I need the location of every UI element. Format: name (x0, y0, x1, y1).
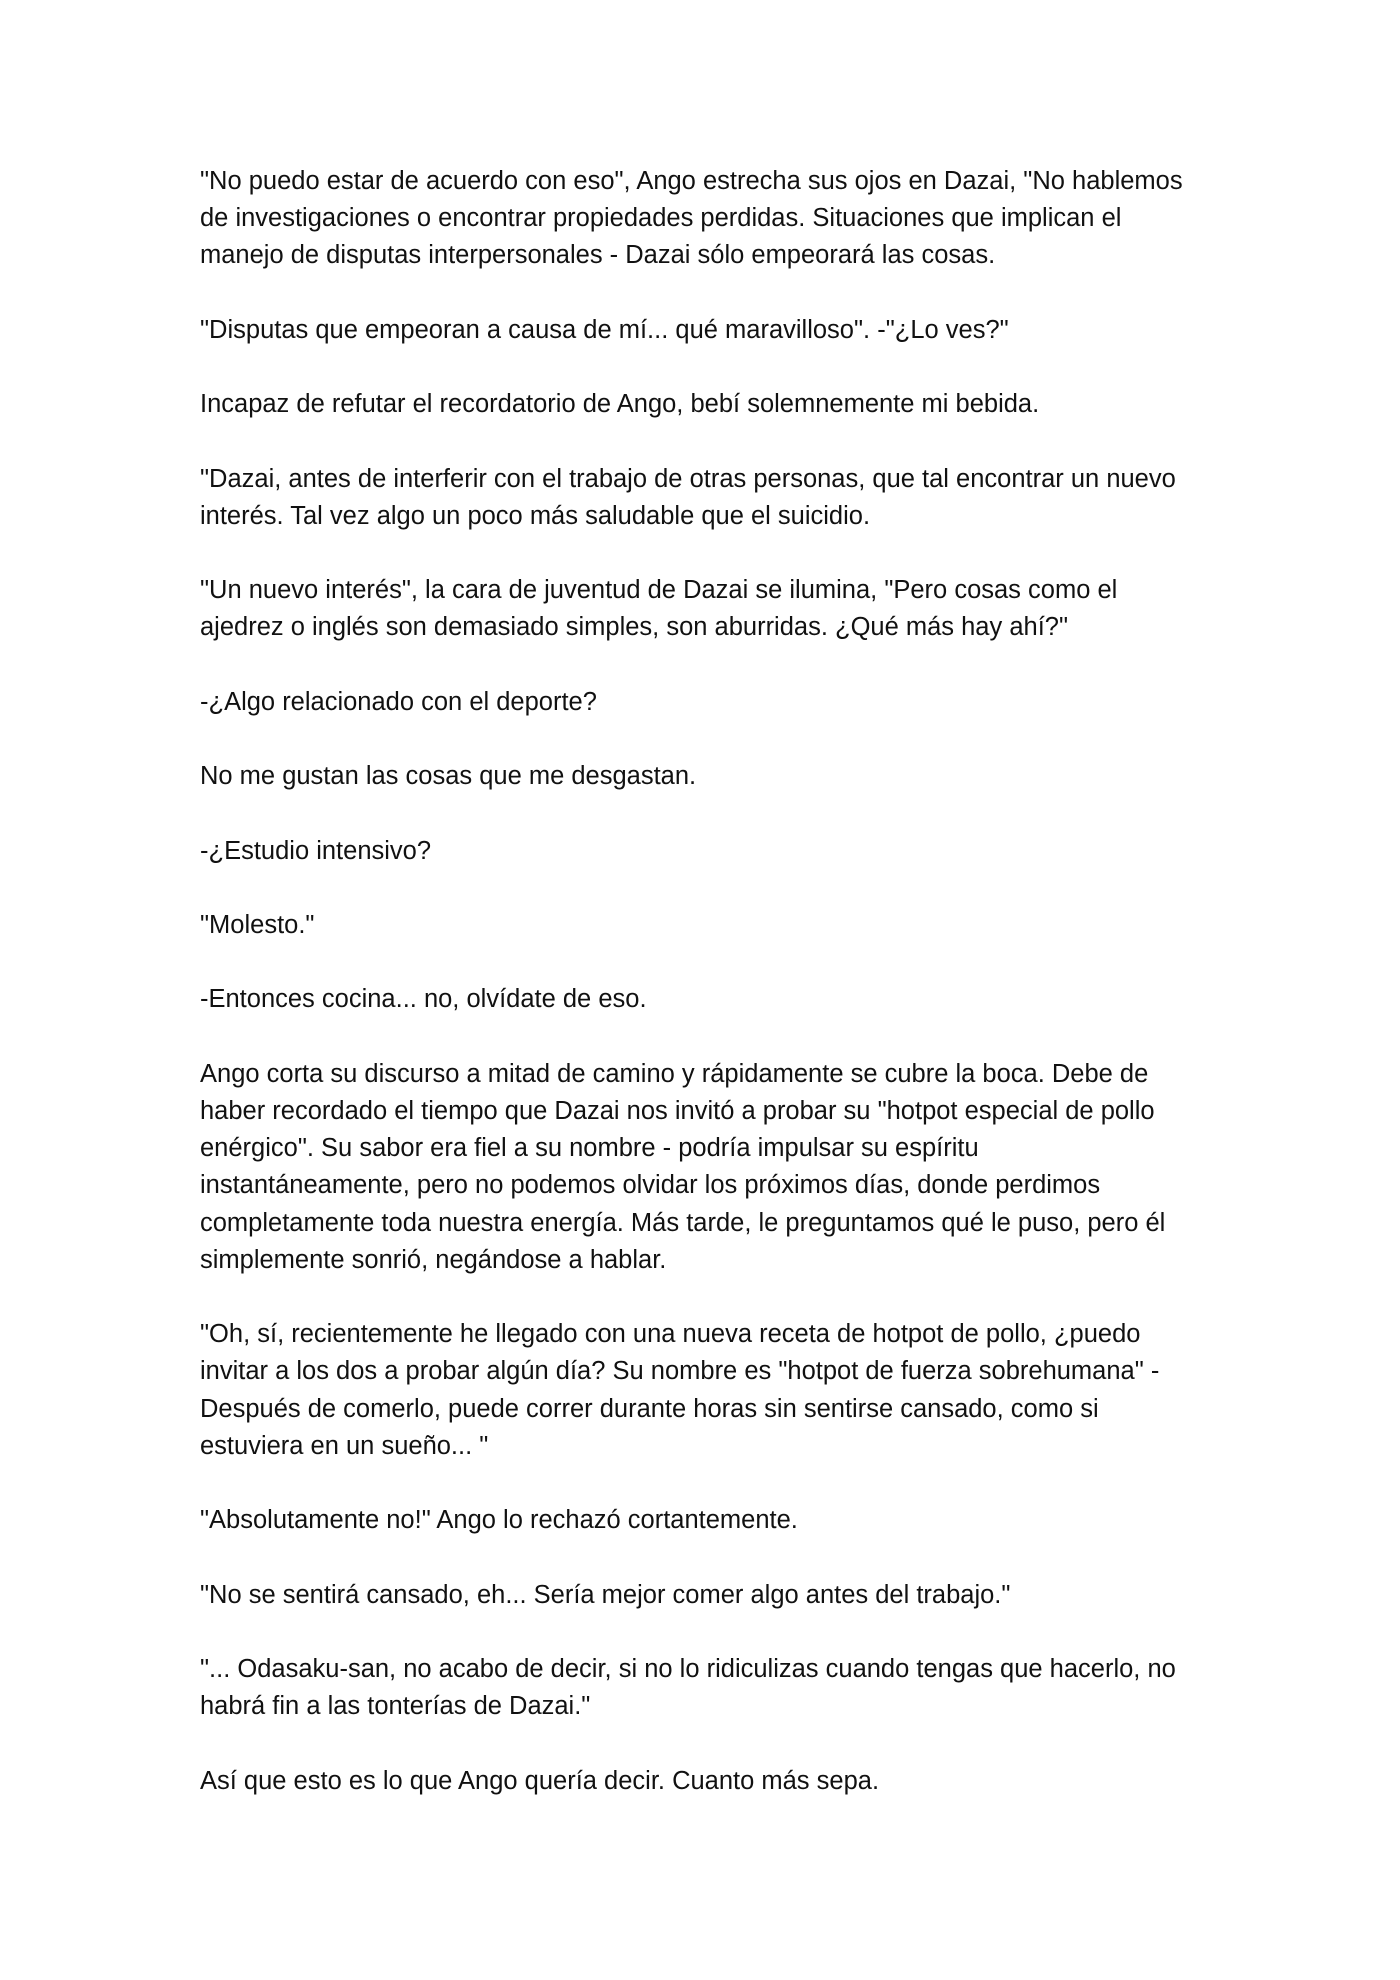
paragraph-9 (200, 907, 1210, 944)
text-line: "No se sentirá cansado, eh... Sería mejor comer algo antes del trabajo." (200, 1580, 1011, 1609)
text-line: "Disputas que empeoran a causa de mí... qué maravilloso". -"¿Lo ves?" (200, 315, 1009, 344)
paragraph-15 (200, 1651, 1210, 1725)
paragraph-4 (200, 461, 1210, 535)
paragraph-14 (200, 1577, 1210, 1614)
text-line: -Entonces cocina... no, olvídate de eso. (200, 985, 647, 1014)
paragraph-3 (200, 386, 1210, 423)
text-line: -¿Algo relacionado con el deporte? (200, 687, 597, 716)
paragraph-8 (200, 833, 1210, 870)
text-line: estuviera en un sueño... " (200, 1431, 489, 1460)
text-line: No me gustan las cosas que me desgastan. (200, 762, 697, 791)
paragraph-12 (200, 1316, 1210, 1465)
text-line: -¿Estudio intensivo? (200, 836, 432, 865)
text-line: habrá fin a las tonterías de Dazai." (200, 1692, 591, 1721)
text-line: "Dazai, antes de interferir con el trabajo de otras personas, que tal encontrar un nuevo (200, 464, 1176, 493)
text-line: Ango corta su discurso a mitad de camino y rápidamente se cubre la boca. Debe de (200, 1059, 1149, 1088)
text-line: "Un nuevo interés", la cara de juventud de Dazai se ilumina, "Pero cosas como el (200, 576, 1118, 605)
text-line: Incapaz de refutar el recordatorio de Ango, bebí solemnemente mi bebida. (200, 390, 1040, 419)
paragraph-2 (200, 312, 1210, 349)
paragraph-11 (200, 1056, 1210, 1279)
text-line: simplemente sonrió, negándose a hablar. (200, 1245, 667, 1274)
text-line: Después de comerlo, puede correr durante horas sin sentirse cansado, como si (200, 1394, 1099, 1423)
text-line: de investigaciones o encontrar propiedades perdidas. Situaciones que implican el (200, 204, 1122, 233)
document-body (200, 163, 1210, 1837)
paragraph-1 (200, 163, 1210, 275)
text-line: manejo de disputas interpersonales - Dazai sólo empeorará las cosas. (200, 241, 996, 270)
paragraph-13 (200, 1502, 1210, 1539)
paragraph-16 (200, 1763, 1210, 1800)
paragraph-10 (200, 981, 1210, 1018)
text-line: ajedrez o inglés son demasiado simples, son aburridas. ¿Qué más hay ahí?" (200, 613, 1069, 642)
text-line: interés. Tal vez algo un poco más saludable que el suicidio. (200, 501, 871, 530)
text-line: "Absolutamente no!" Ango lo rechazó cortantemente. (200, 1506, 798, 1535)
text-line: invitar a los dos a probar algún día? Su nombre es "hotpot de fuerza sobrehumana" - (200, 1357, 1160, 1386)
text-line: "Molesto." (200, 910, 315, 939)
text-line: "Oh, sí, recientemente he llegado con una nueva receta de hotpot de pollo, ¿puedo (200, 1320, 1141, 1349)
text-line: enérgico". Su sabor era fiel a su nombre - podría impulsar su espíritu (200, 1134, 979, 1163)
text-line: haber recordado el tiempo que Dazai nos invitó a probar su "hotpot especial de pollo (200, 1096, 1155, 1125)
paragraph-7 (200, 758, 1210, 795)
text-line: Así que esto es lo que Ango quería decir. Cuanto más sepa. (200, 1766, 880, 1795)
text-line: "No puedo estar de acuerdo con eso", Ango estrecha sus ojos en Dazai, "No hablemos (200, 167, 1183, 195)
paragraph-5 (200, 572, 1210, 646)
paragraph-6 (200, 684, 1210, 721)
text-line: instantáneamente, pero no podemos olvidar los próximos días, donde perdimos (200, 1171, 1101, 1200)
text-line: "... Odasaku-san, no acabo de decir, si no lo ridiculizas cuando tengas que hacerlo, no (200, 1654, 1176, 1683)
text-line: completamente toda nuestra energía. Más tarde, le preguntamos qué le puso, pero él (200, 1208, 1166, 1237)
